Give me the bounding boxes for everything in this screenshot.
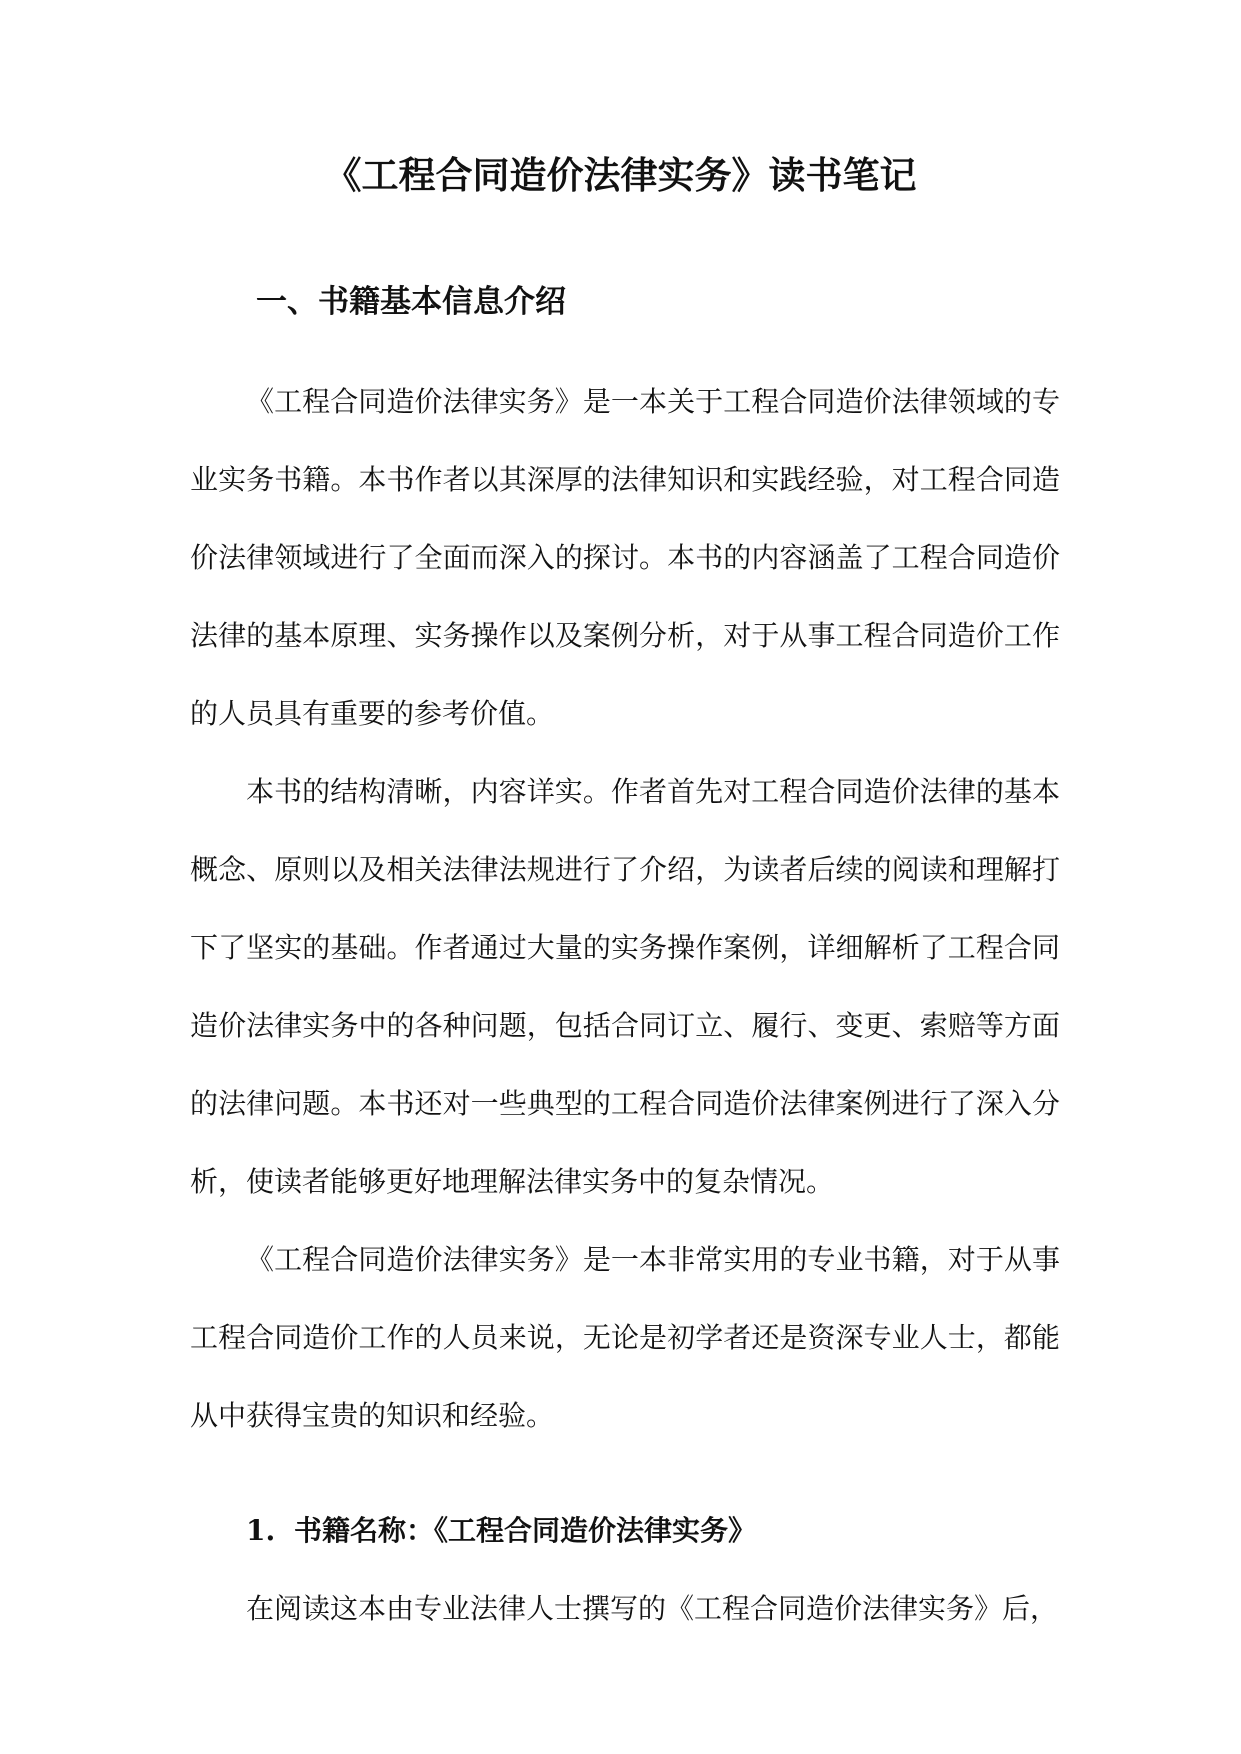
paragraph: 《工程合同造价法律实务》是一本关于工程合同造价法律领域的专业实务书籍。本书作者以其深厚的法律知识和实践经验，对工程合同造价法律领域进行了全面而深入的探讨。本书的内容涵盖了工程合同造价法律的基本原理、实务操作以及案例分析，对于从事工程合同造价工作的人员具有重要的参考价值。 [190,385,1060,730]
subsection-heading-text: 书籍名称：《工程合同造价法律实务》 [294,1514,757,1547]
document-title: 《工程合同造价法律实务》读书笔记 [324,153,917,197]
paragraph: 《工程合同造价法律实务》是一本非常实用的专业书籍，对于从事工程合同造价工作的人员来说，无论是初学者还是资深专业人士，都能从中获得宝贵的知识和经验。 [190,1243,1060,1432]
paragraph: 本书的结构清晰，内容详实。作者首先对工程合同造价法律的基本概念、原则以及相关法律法规进行了介绍，为读者后续的阅读和理解打下了坚实的基础。作者通过大量的实务操作案例，详细解析了工程合同造价法律实务中的各种问题，包括合同订立、履行、变更、索赔等方面的法律问题。本书还对一些典型的工程合同造价法律案例进行了深入分析，使读者能够更好地理解法律实务中的复杂情况。 [190,775,1060,1198]
subsection-heading [190,1492,1060,1570]
paragraph: 在阅读这本由专业法律人士撰写的《工程合同造价法律实务》后， [246,1592,1059,1625]
subsection-number: 1. [246,1514,276,1547]
document-body [190,363,1060,1648]
section-heading: 一、书籍基本信息介绍 [256,284,566,320]
